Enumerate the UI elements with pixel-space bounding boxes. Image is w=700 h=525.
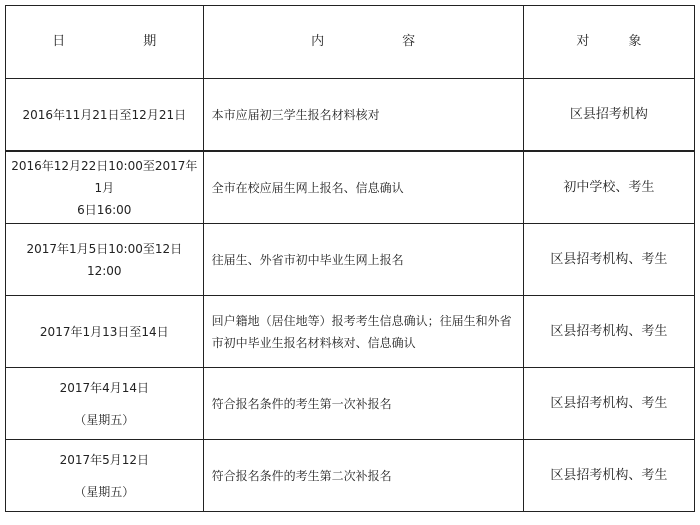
- header-row: [6, 6, 695, 79]
- content-cell: [203, 368, 523, 440]
- content-text: 符合报名条件的考生第二次补报名: [211, 468, 392, 483]
- date-text: （星期五）: [74, 484, 135, 499]
- content-text: 全市在校应届生网上报名、信息确认: [211, 180, 404, 195]
- target-cell: 区县招考机构、考生: [523, 440, 694, 512]
- header-date: 日 期: [6, 6, 204, 79]
- content-cell: [203, 296, 523, 368]
- date-cell: [6, 368, 204, 440]
- content-text: 往届生、外省市初中毕业生网上报名: [211, 252, 404, 267]
- content-text: 符合报名条件的考生第一次补报名: [211, 396, 392, 411]
- header-content: 内 容: [203, 6, 523, 79]
- date-cell: [6, 296, 204, 368]
- date-cell: [6, 79, 204, 152]
- date-text: 2017年5月12日: [59, 452, 150, 467]
- table-row: [6, 296, 695, 368]
- date-text: 2016年11月21日至12月21日: [22, 107, 187, 122]
- date-text: 2016年12月22日10:00至2017年1月: [11, 158, 198, 195]
- content-text: 回户籍地（居住地等）报考考生信息确认；往届生和外省: [211, 313, 512, 328]
- table-row: [6, 79, 695, 152]
- date-text: （星期五）: [74, 412, 135, 427]
- table-row: [6, 368, 695, 440]
- date-cell: [6, 224, 204, 296]
- content-cell: [203, 151, 523, 224]
- target-cell: 初中学校、考生: [523, 151, 694, 224]
- target-cell: 区县招考机构、考生: [523, 224, 694, 296]
- date-cell: [6, 440, 204, 512]
- date-text: 6日16:00: [77, 202, 132, 217]
- target-cell: 区县招考机构、考生: [523, 296, 694, 368]
- date-text: 2017年1月5日10:00至12日12:00: [26, 241, 183, 278]
- content-cell: [203, 440, 523, 512]
- date-cell: [6, 151, 204, 224]
- schedule-table: [5, 5, 695, 512]
- content-cell: [203, 79, 523, 152]
- content-cell: [203, 224, 523, 296]
- date-text: 2017年1月13日至14日: [39, 324, 169, 339]
- content-text: 市初中毕业生报名材料核对、信息确认: [211, 335, 416, 350]
- table-row: [6, 440, 695, 512]
- target-cell: 区县招考机构、考生: [523, 368, 694, 440]
- date-text: 2017年4月14日: [59, 380, 150, 395]
- content-text: 本市应届初三学生报名材料核对: [211, 107, 380, 122]
- table-row: [6, 224, 695, 296]
- target-cell: 区县招考机构: [523, 79, 694, 152]
- header-target: 对 象: [523, 6, 694, 79]
- table-row: [6, 151, 695, 224]
